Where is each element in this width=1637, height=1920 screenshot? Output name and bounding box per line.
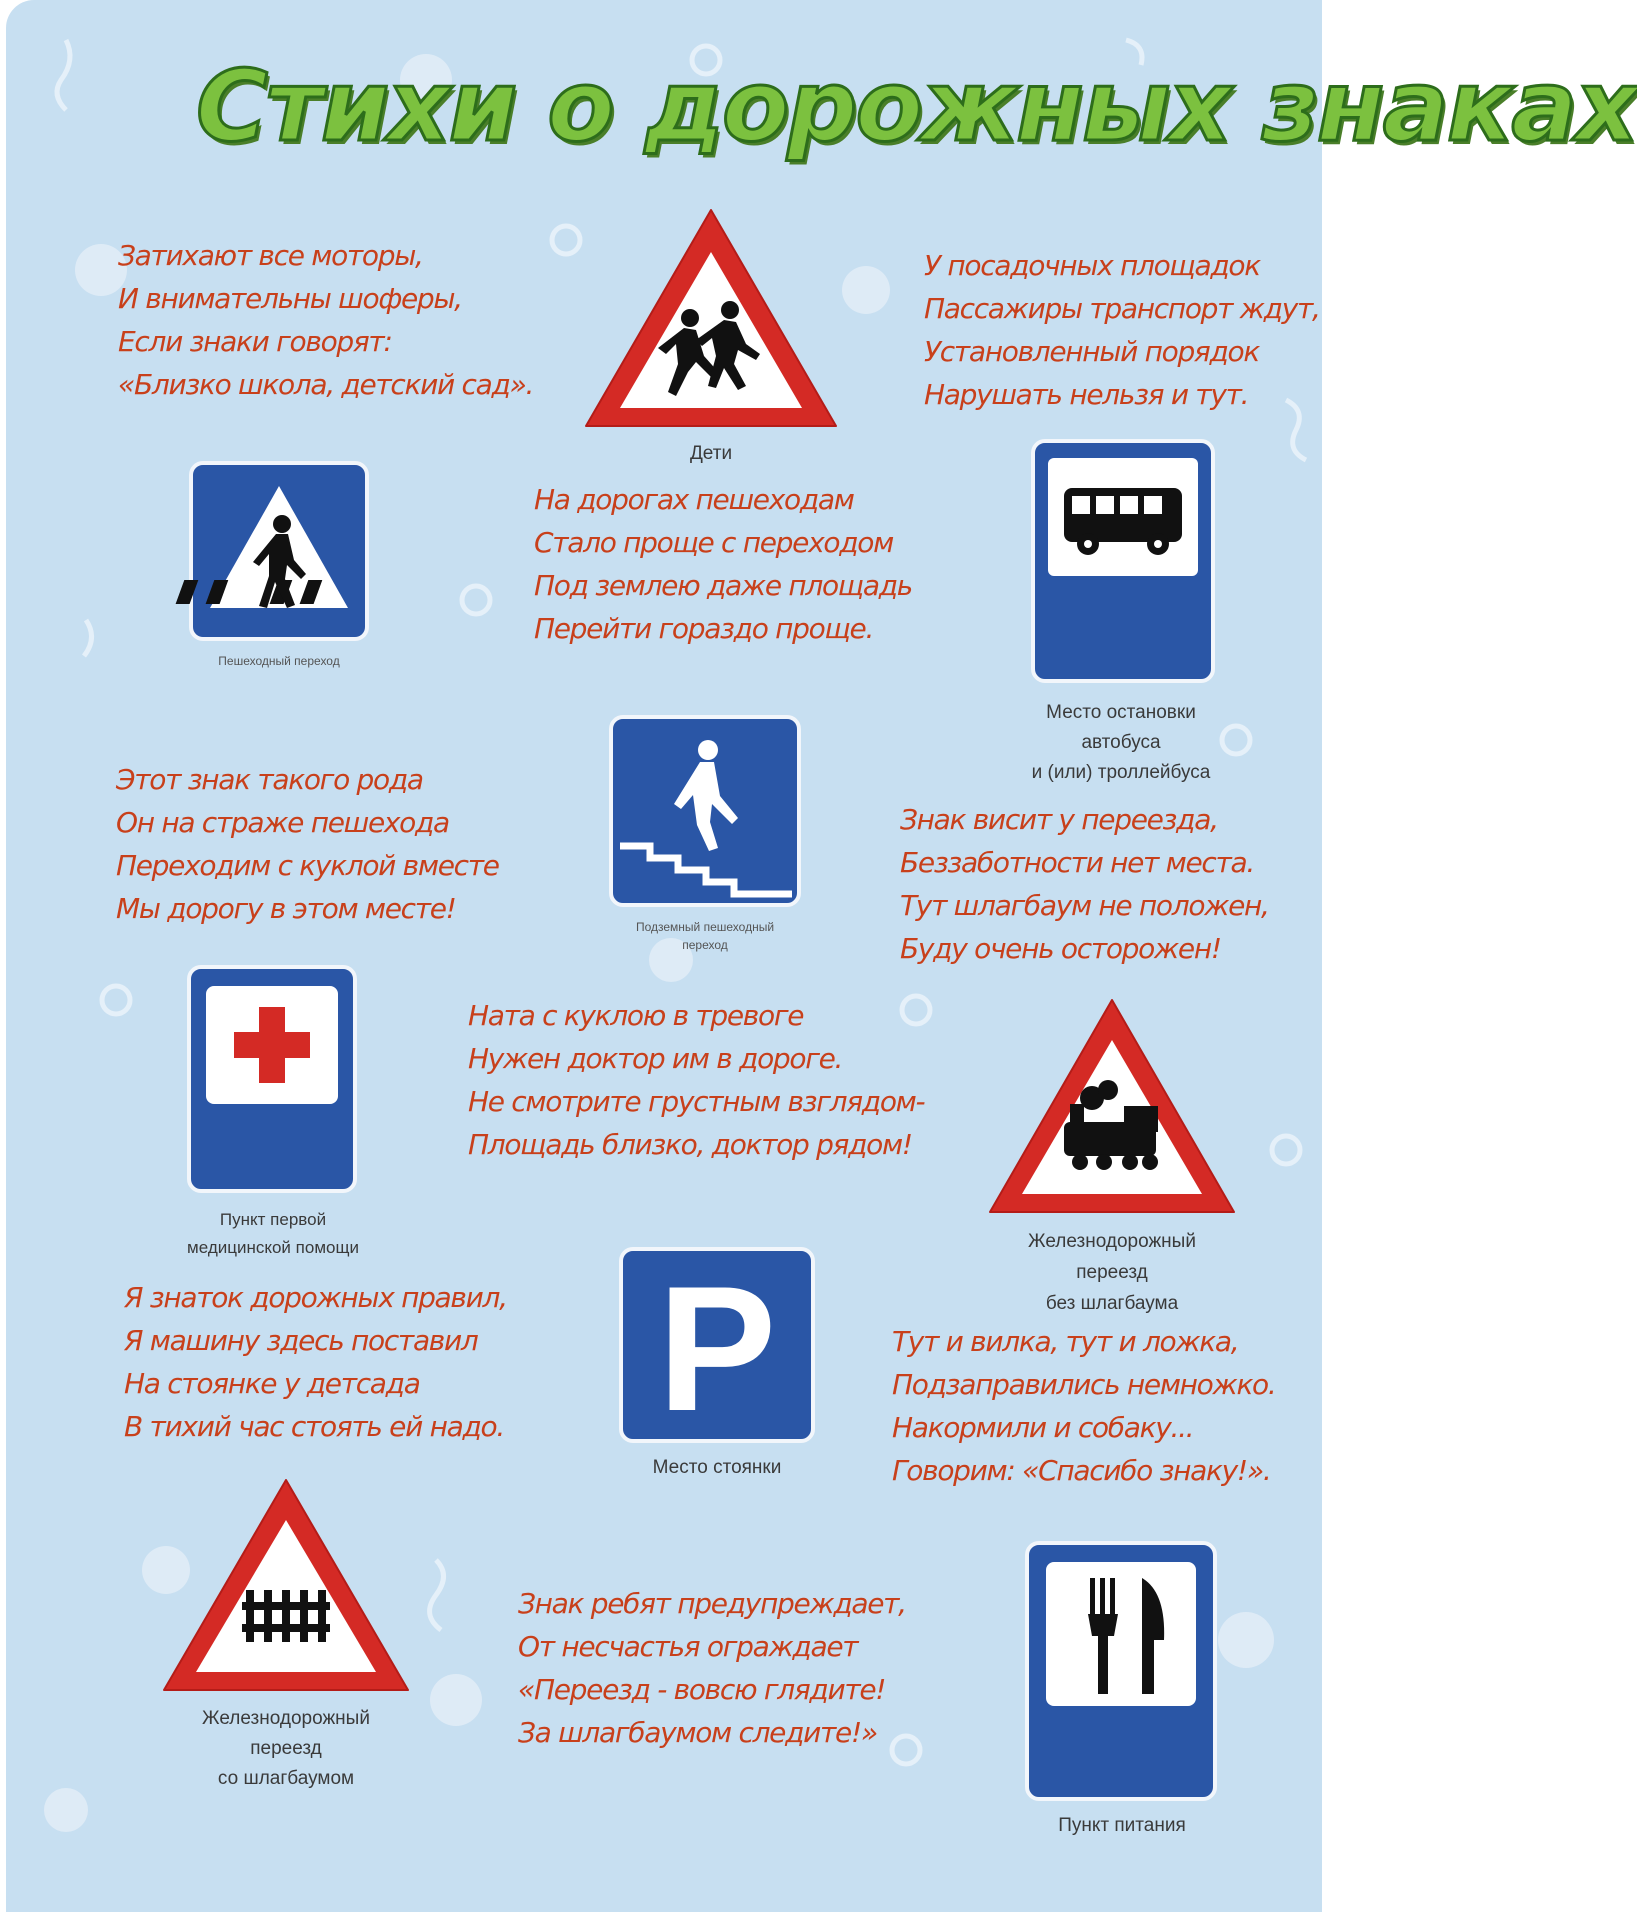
poem-line: Если знаки говорят: [118,325,392,358]
crosswalk-sign-icon [188,460,370,642]
sun-decor [1272,1136,1300,1164]
poem-line: Стало проще с переходом [534,526,893,559]
poem-line: Перейти гораздо проще. [534,612,874,645]
flower-decor [842,266,890,314]
poem-line: Этот знак такого рода [116,763,423,796]
poem-line: Переходим с куклой вместе [116,849,499,882]
caption-food: Пункт питания [1058,1815,1186,1836]
caption-bus-stop: Место остановки автобуса и (или) троллейбуса [1031,702,1211,783]
parking-sign-icon [618,1246,816,1448]
poem-line: Знак ребят предупреждает, [518,1587,906,1620]
parking-letter: P [657,1249,777,1448]
poem-line: Я знаток дорожных правил, [124,1281,507,1314]
children-sign-icon [580,204,842,432]
caption-underpass: Подземный пешеходный переход [635,920,775,952]
poster [6,0,1637,1912]
caption-first-aid: Пункт первой медицинской помощи [187,1210,359,1257]
poem-line: Беззаботности нет места. [900,846,1254,879]
flower-decor [44,1788,88,1832]
poem-line: Ната с куклою в тревоге [468,999,804,1032]
poem-parking [124,1276,507,1448]
poem-barrier [518,1582,906,1754]
rail-crossing-no-barrier-sign-icon [984,994,1240,1218]
caption-children: Дети [689,443,733,464]
poem-bus [924,244,1320,416]
poem-children [118,234,533,406]
poem-line: Он на страже пешехода [116,806,449,839]
poem-line: На дорогах пешеходам [534,483,854,516]
poem-line: Я машину здесь поставил [124,1324,478,1357]
page-title: Стихи о дорожных знаках [196,50,1637,164]
rail-crossing-barrier-sign-icon [158,1474,414,1696]
poem-crosswalk [116,758,499,930]
sun-decor [462,586,490,614]
poem-line: Подзаправились немножко. [892,1368,1276,1401]
swirl-decor [84,620,92,656]
poem-line: У посадочных площадок [924,249,1260,282]
caption-parking: Место стоянки [652,1457,782,1478]
first-aid-sign-icon [186,964,358,1194]
sun-decor [102,986,130,1014]
poem-line: Мы дорогу в этом месте! [116,892,456,925]
poem-line: Нужен доктор им в дороге. [468,1042,843,1075]
poem-line: Под землею даже площадь [534,569,912,602]
poem-line: «Близко школа, детский сад». [118,368,534,401]
poem-line: И внимательны шоферы, [118,282,462,315]
poem-line: Не смотрите грустным взглядом- [468,1085,925,1118]
food-point-sign-icon [1024,1540,1218,1802]
poem-line: Установленный порядок [924,335,1259,368]
caption-rail-barrier: Железнодорожный переезд со шлагбаумом [202,1708,370,1789]
poem-line: Говорим: «Спасибо знаку!». [892,1454,1271,1487]
poem-underpass [534,478,912,650]
poem-railway [900,798,1269,970]
swirl-decor [430,1560,444,1630]
caption-crosswalk: Пешеходный переход [218,654,340,668]
flower-decor [430,1674,482,1726]
poem-line: От несчастья ограждает [518,1630,858,1663]
poem-line: Пассажиры транспорт ждут, [924,292,1320,325]
poem-line: Знак висит у переезда, [900,803,1218,836]
swirl-decor [57,40,70,110]
poem-line: На стоянке у детсада [124,1367,420,1400]
poem-line: Площадь близко, доктор рядом! [468,1128,912,1161]
poem-line: Тут шлагбаум не положен, [900,889,1269,922]
poem-firstaid [468,994,924,1166]
flower-decor [1218,1612,1274,1668]
caption-rail-no-barrier: Железнодорожный переезд без шлагбаума [1028,1231,1196,1314]
poem-line: В тихий час стоять ей надо. [124,1410,504,1443]
poem-food [892,1320,1275,1492]
bus-stop-sign-icon [1030,438,1216,684]
poem-line: Буду очень осторожен! [900,932,1221,965]
poem-line: «Переезд - вовсю глядите! [518,1673,886,1706]
poem-line: За шлагбаумом следите!» [518,1716,877,1749]
poem-line: Затихают все моторы, [118,239,423,272]
sun-decor [552,226,580,254]
poem-line: Накормили и собаку... [892,1411,1194,1444]
poem-line: Нарушать нельзя и тут. [924,378,1249,411]
poem-line: Тут и вилка, тут и ложка, [892,1325,1239,1358]
underpass-sign-icon [608,714,802,908]
